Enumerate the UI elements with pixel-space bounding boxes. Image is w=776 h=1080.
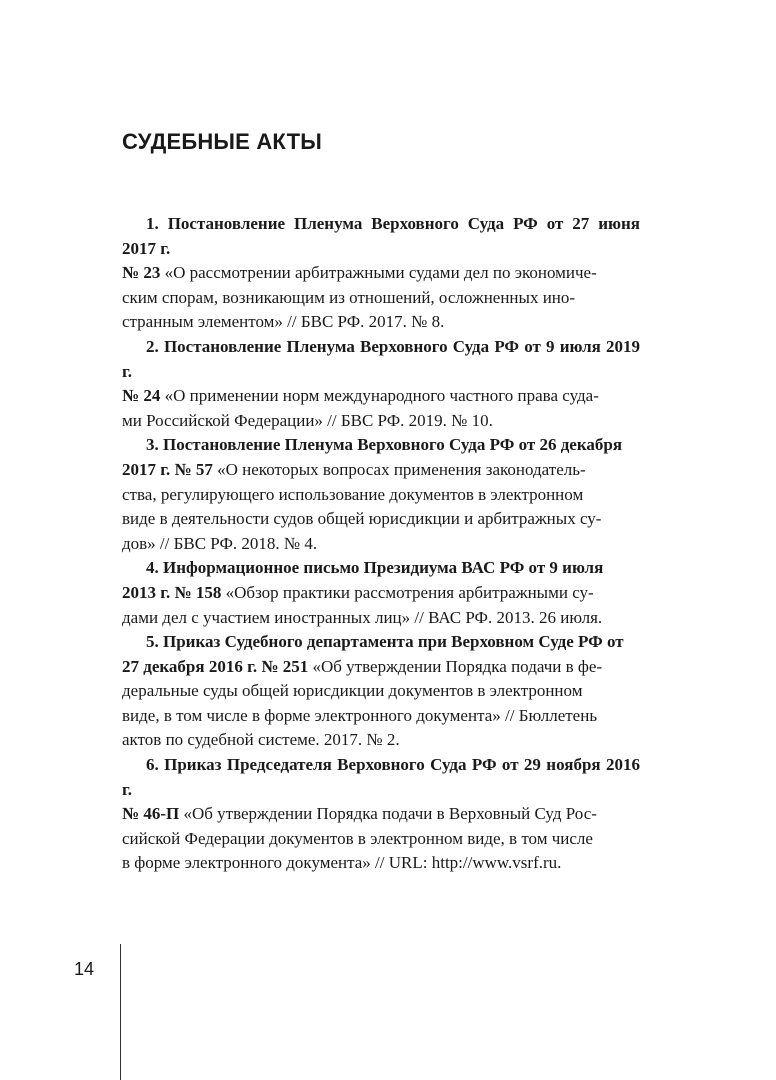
act-description: «О некоторых вопросах применения законодатель- ства, регулирующего использование документов в электронном виде в деятельности судов общей юрисдикции и арбитражных су- дов» // БВС РФ. 2018. № 4.: [122, 459, 602, 553]
act-title: 5. Приказ Судебного департамента при Верховном Суде РФ от 27 декабря 2016 г. № 251: [122, 632, 624, 676]
judicial-act-item: [122, 753, 640, 876]
act-description: «Об утверждении Порядка подачи в фе- деральные суды общей юрисдикции документов в электронном виде, в том числе в форме электронного документа» // Бюллетень актов по судебной системе. 2017. № 2.: [122, 656, 603, 750]
act-title: 4. Информационное письмо Президиума ВАС РФ от 9 июля 2013 г. № 158: [122, 558, 604, 602]
page-number: 14: [74, 959, 95, 979]
page-number-rule: [120, 944, 121, 1080]
act-description: «О применении норм международного частного права суда- ми Российской Федерации» // БВС РФ. 2019. № 10.: [122, 386, 599, 430]
section-heading: СУДЕБНЫЕ АКТЫ: [122, 129, 322, 154]
judicial-act-item: [122, 433, 640, 556]
act-title: 1. Постановление Пленума Верховного Суда РФ от 27 июня 2017 г. № 23: [122, 214, 640, 283]
judicial-act-item: [122, 630, 640, 753]
judicial-act-item: [122, 335, 640, 433]
act-title: 3. Постановление Пленума Верховного Суда РФ от 26 декабря 2017 г. № 57: [122, 435, 623, 479]
act-description: «Обзор практики рассмотрения арбитражными су- дами дел с участием иностранных лиц» // ВАС РФ. 2013. 26 июля.: [122, 582, 603, 627]
judicial-act-item: [122, 556, 640, 630]
act-title: 2. Постановление Пленума Верховного Суда РФ от 9 июля 2019 г. № 24: [122, 336, 640, 406]
act-description: «О рассмотрении арбитражными судами дел по экономиче- ским спорам, возникающим из отношений, осложненных ино- странным элементом» // БВС РФ. 2017. № 8.: [122, 263, 597, 332]
judicial-act-item: [122, 212, 640, 335]
act-title: 6. Приказ Председателя Верховного Суда РФ от 29 ноября 2016 г. № 46-П: [122, 755, 640, 824]
act-description: «Об утверждении Порядка подачи в Верховный Суд Рос- сийской Федерации документов в электронном виде, в том числе в форме электронного документа» // URL: http://www.vsrf.ru.: [122, 804, 597, 873]
judicial-acts-list: [122, 212, 640, 876]
